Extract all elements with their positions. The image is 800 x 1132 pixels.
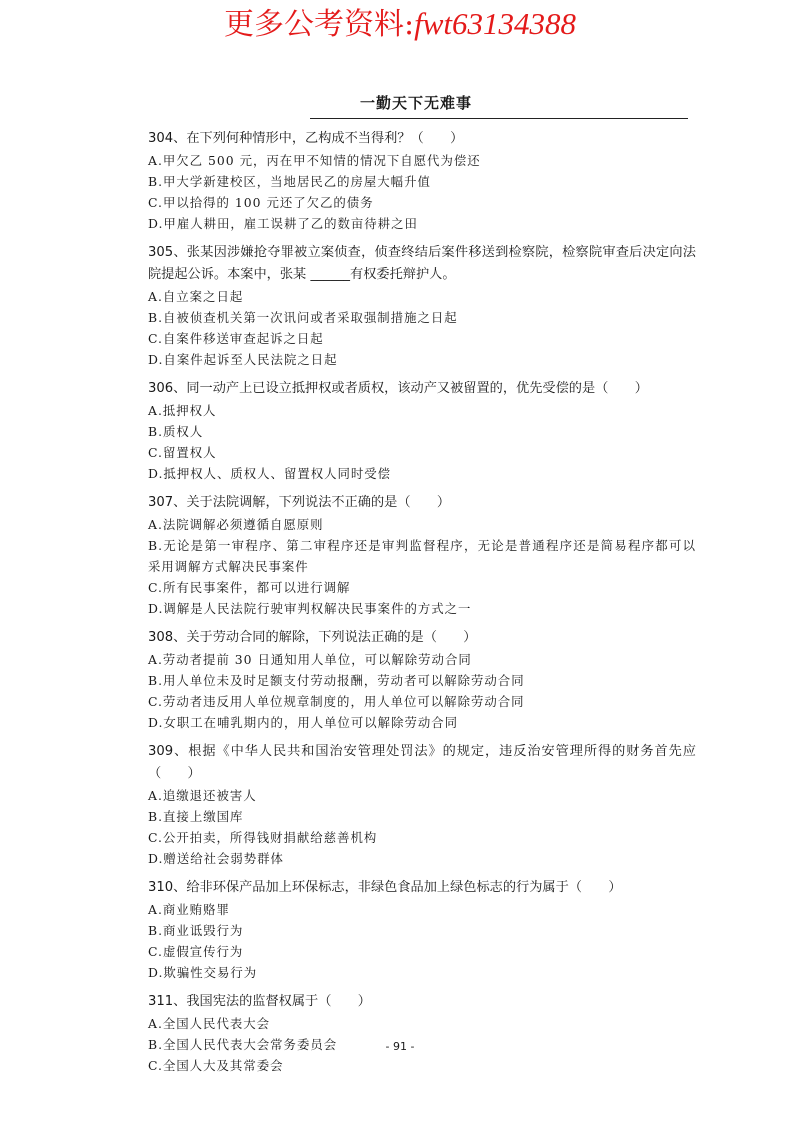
page-number: - 91 - xyxy=(385,1040,415,1053)
option-a: A.甲欠乙 500 元，丙在甲不知情的情况下自愿代为偿还 xyxy=(148,153,481,168)
option-a: A.抵押权人 xyxy=(148,403,217,418)
option-b: B.商业诋毁行为 xyxy=(148,923,244,938)
option-c: C.甲以拾得的 100 元还了欠乙的债务 xyxy=(148,195,374,210)
question-stem: 304、在下列何种情形中，乙构成不当得利？（ ） xyxy=(148,131,464,146)
header-divider xyxy=(310,118,688,119)
option-c: C.全国人大及其常委会 xyxy=(148,1058,284,1073)
option-c: C.虚假宣传行为 xyxy=(148,944,244,959)
question-307 xyxy=(148,492,696,619)
option-d: D.调解是人民法院行驶审判权解决民事案件的方式之一 xyxy=(148,601,472,616)
question-309 xyxy=(148,741,696,869)
promo-banner xyxy=(0,2,800,47)
option-b: B.甲大学新建校区，当地居民乙的房屋大幅升值 xyxy=(148,174,431,189)
option-d: D.自案件起诉至人民法院之日起 xyxy=(148,352,338,367)
question-stem: 308、关于劳动合同的解除，下列说法正确的是（ ） xyxy=(148,630,477,645)
question-311 xyxy=(148,991,696,1076)
option-c: C.公开拍卖，所得钱财捐献给慈善机构 xyxy=(148,830,378,845)
promo-contact-id: fwt63134388 xyxy=(414,6,576,41)
option-b: B.自被侦查机关第一次讯问或者采取强制措施之日起 xyxy=(148,310,458,325)
option-d: D.甲雇人耕田，雇工误耕了乙的数亩待耕之田 xyxy=(148,216,418,231)
question-stem: 305、张某因涉嫌抢夺罪被立案侦查，侦查终结后案件移送到检察院，检察院审查后决定向法院提起公诉。本案中，张某 ______有权委托辩护人。 xyxy=(148,245,696,282)
question-310 xyxy=(148,877,696,983)
option-a: A.全国人民代表大会 xyxy=(148,1016,271,1031)
page-header-title: 一勤天下无难事 xyxy=(360,94,473,112)
question-list xyxy=(148,128,696,1084)
option-b: B.直接上缴国库 xyxy=(148,809,244,824)
option-b: B.质权人 xyxy=(148,424,204,439)
question-stem: 309、根据《中华人民共和国治安管理处罚法》的规定，违反治安管理所得的财务首先应（ ） xyxy=(148,744,696,781)
question-stem: 311、我国宪法的监督权属于（ ） xyxy=(148,994,371,1009)
question-304 xyxy=(148,128,696,234)
question-stem: 306、同一动产上已设立抵押权或者质权，该动产又被留置的，优先受偿的是（ ） xyxy=(148,381,648,396)
option-d: D.女职工在哺乳期内的，用人单位可以解除劳动合同 xyxy=(148,715,459,730)
question-stem: 307、关于法院调解，下列说法不正确的是（ ） xyxy=(148,495,451,510)
option-b: B.无论是第一审程序、第二审程序还是审判监督程序，无论是普通程序还是简易程序都可以采用调解方式解决民事案件 xyxy=(148,538,696,574)
option-a: A.劳动者提前 30 日通知用人单位，可以解除劳动合同 xyxy=(148,652,472,667)
promo-banner-prefix: 更多公考资料: xyxy=(223,7,415,42)
option-b: B.全国人民代表大会常务委员会 xyxy=(148,1037,338,1052)
option-a: A.法院调解必须遵循自愿原则 xyxy=(148,517,324,532)
option-a: A.追缴退还被害人 xyxy=(148,788,257,803)
option-a: A.商业贿赂罪 xyxy=(148,902,230,917)
option-b: B.用人单位未及时足额支付劳动报酬，劳动者可以解除劳动合同 xyxy=(148,673,525,688)
option-c: C.劳动者违反用人单位规章制度的，用人单位可以解除劳动合同 xyxy=(148,694,525,709)
option-d: D.抵押权人、质权人、留置权人同时受偿 xyxy=(148,466,392,481)
option-a: A.自立案之日起 xyxy=(148,289,244,304)
option-c: C.自案件移送审查起诉之日起 xyxy=(148,331,324,346)
question-305 xyxy=(148,242,696,370)
option-d: D.欺骗性交易行为 xyxy=(148,965,258,980)
option-c: C.留置权人 xyxy=(148,445,217,460)
option-d: D.赠送给社会弱势群体 xyxy=(148,851,284,866)
question-stem: 310、给非环保产品加上环保标志，非绿色食品加上绿色标志的行为属于（ ） xyxy=(148,880,622,895)
question-308 xyxy=(148,627,696,733)
question-306 xyxy=(148,378,696,484)
option-c: C.所有民事案件，都可以进行调解 xyxy=(148,580,351,595)
